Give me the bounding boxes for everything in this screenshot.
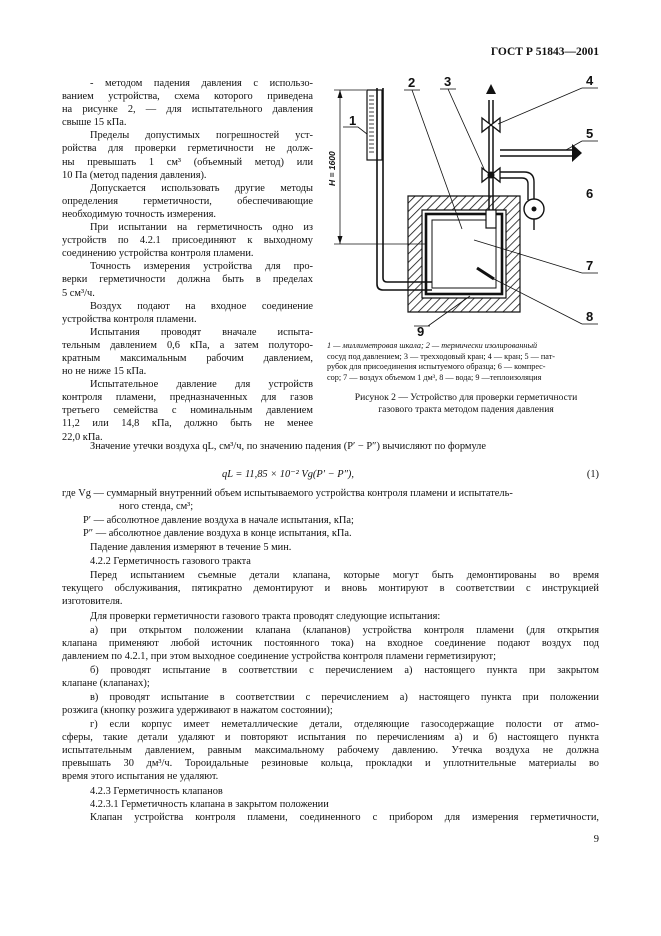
item-c xyxy=(62,691,599,717)
where-vg: где Vg — суммарный внутренний объем испытываемого устройства контроля пламени и испытатель- xyxy=(62,488,513,499)
section-4-2-2: 4.2.2 Герметичность газового тракта xyxy=(90,556,251,567)
section-4-2-3-1: 4.2.3.1 Герметичность клапана в закрытом положении xyxy=(90,799,329,810)
valve-4 xyxy=(482,118,500,132)
legend-line: сор; 7 — воздух объемом 1 дм³, 8 — вода; 9 —теплоизоляция xyxy=(327,372,542,382)
water-level xyxy=(477,268,494,279)
legend-line: сосуд под давлением; 3 — трехходовый кран; 4 — кран; 5 — пат- xyxy=(327,351,556,361)
text-line: в) проводят испытание в соответствии с перечислением а) настоящего пункта при положении xyxy=(90,692,599,703)
left-column xyxy=(62,77,313,444)
vessel-interior xyxy=(432,220,496,288)
item-a xyxy=(62,624,599,663)
text-line: текущего обслуживания, пятикратно демонтируют и вновь монтируют в соответствии с инструкцией xyxy=(62,583,599,595)
text-line: ванием устройства, схема которого приведена xyxy=(62,91,313,103)
document-header: ГОСТ Р 51843—2001 xyxy=(490,46,599,58)
text-line: изготовителя. xyxy=(62,596,123,608)
text-line: 10 Па (метод падения давления). xyxy=(62,169,207,181)
text-line: устройства контроля пламени. xyxy=(62,313,197,325)
formula-number: (1) xyxy=(586,469,599,480)
paragraph-last xyxy=(90,811,599,824)
where-vg-cont: ного стенда, см³; xyxy=(119,501,194,512)
height-label: H = 1600 xyxy=(327,151,337,186)
text-line: свыше 15 кПа. xyxy=(62,117,127,129)
text-line: клапана применяют любой источник постоянного тока) на входное соединение подают воздух под xyxy=(62,638,599,650)
millimeter-scale xyxy=(367,90,382,160)
text-line: 22,0 кПа. xyxy=(62,431,103,443)
text-line: ны превышать 1 см³ (объемный метод) или xyxy=(62,156,313,168)
figure-caption xyxy=(327,392,605,416)
text-line: Воздух подают на входное соединение xyxy=(90,300,313,312)
text-line: превышать 30 дм³/ч. Тороидальные резиновые кольца, прокладки и уплотнительные материалы во xyxy=(62,758,599,770)
formula-intro: Значение утечки воздуха qL, см³/ч, по значению падения (P′ − P″) вычисляют по формуле xyxy=(90,441,486,452)
text-line: третьего семейства с номинальным давлением xyxy=(62,405,313,417)
label-5: 5 xyxy=(586,126,594,141)
text-line: соединению устройства контроля пламени. xyxy=(62,248,254,260)
text-line: контроля пламени, предназначенных для газов xyxy=(62,392,313,404)
text-line: Испытания проводят вначале испыта- xyxy=(90,326,313,338)
legend-line: 1 — миллиметровая шкала; 2 — термически изолированный xyxy=(327,341,538,350)
text-line: ройства для проверки герметичности не долж- xyxy=(62,143,313,155)
text-line: время этого испытания не удаляют. xyxy=(62,771,219,783)
section-4-2-3: 4.2.3 Герметичность клапанов xyxy=(90,786,223,797)
label-6: 6 xyxy=(586,186,594,201)
text-line: давлением по 4.2.1, при этом выходное соединение устройства контроля пламени герметизируют; xyxy=(62,651,496,663)
text-line: испытательным давлением, равным максимальному рабочему давлению. Утечка воздуха не должна xyxy=(62,745,599,757)
text-line: на рисунке 2, — для испытательного давления xyxy=(62,104,313,116)
formula: qL = 11,85 × 10⁻² Vg(P′ − P″), xyxy=(222,469,354,480)
label-4: 4 xyxy=(586,73,594,88)
legend-line: рубок для присоединения испытуемого образца; 6 — компрес- xyxy=(327,362,546,372)
text-line: При испытании на герметичность одно из xyxy=(90,222,313,234)
label-3: 3 xyxy=(444,74,452,89)
where-p2: P″ — абсолютное давление воздуха в конце испытания, кПа. xyxy=(83,528,352,539)
text-line: Испытательное давление для устройств xyxy=(90,379,313,391)
where-p1: P′ — абсолютное давление воздуха в начале испытания, кПа; xyxy=(83,515,354,526)
text-line: необходимую точность измерения. xyxy=(62,208,217,220)
caption-line: газового тракта методом падения давления xyxy=(378,404,554,415)
outlet-arrow xyxy=(486,84,496,94)
label-7: 7 xyxy=(586,258,594,273)
paragraph-tests: Для проверки герметичности газового тракта проводят следующие испытания: xyxy=(90,611,441,622)
text-line: розжига (кнопку розжига удерживают в нажатом состоянии); xyxy=(62,705,333,717)
pressure-drop-note: Падение давления измеряют в течение 5 мин. xyxy=(90,542,292,553)
label-9: 9 xyxy=(417,324,425,338)
text-line: Пределы допустимых погрешностей уст- xyxy=(90,130,313,142)
text-line: устройств по 4.2.1 присоединяют к выходному xyxy=(62,235,313,247)
text-line: сферы, такие детали удаляют и повторяют испытания по перечислениям а) и б) настоящего пункта xyxy=(62,732,599,744)
label-1: 1 xyxy=(349,113,357,128)
item-d xyxy=(62,718,599,783)
text-line: Точность измерения устройства для про- xyxy=(90,261,313,273)
text-line: кратным максимальным рабочим давлением, xyxy=(62,352,313,364)
manometer-tube xyxy=(377,88,432,290)
label-2: 2 xyxy=(408,75,416,90)
figure-2-diagram xyxy=(320,70,610,338)
label-8: 8 xyxy=(586,309,594,324)
text-line: г) если корпус имеет неметаллические детали, отделяющие газосодержащие полости от атмо- xyxy=(90,719,599,730)
text-line: клапане (клапанах); xyxy=(62,678,150,690)
text-line: Клапан устройства контроля пламени, соединенного с прибором для измерения герметичности, xyxy=(90,812,599,823)
text-line: Перед испытанием съемные детали клапана, которые могут быть демонтированы во время xyxy=(90,570,599,581)
text-line: 5 см³/ч. xyxy=(62,287,95,299)
text-line: б) проводят испытание в соответствии с перечислением а) настоящего пункта при закрытом xyxy=(90,665,599,676)
text-line: верки герметичности должна быть в пределах xyxy=(62,274,313,286)
page-number: 9 xyxy=(593,834,599,845)
text-line: 11,2 или 14,8 кПа, должно быть не менее xyxy=(62,418,313,430)
text-line: а) при открытом положении клапана (клапанов) устройства контроля пламени (для открытия xyxy=(90,625,599,636)
text-line: - методом падения давления с использо- xyxy=(90,78,313,89)
figure-legend xyxy=(327,341,599,383)
caption-line: Рисунок 2 — Устройство для проверки герметичности xyxy=(354,392,578,403)
paragraph-dismantle xyxy=(62,569,599,608)
text-line: тельным давлением 0,6 кПа, а затем полуторо- xyxy=(62,339,313,351)
connection-pipe-5 xyxy=(500,150,572,156)
text-line: но не ниже 15 кПа. xyxy=(62,366,147,378)
text-line: Допускается использовать другие методы xyxy=(90,182,313,194)
item-b xyxy=(62,664,599,690)
text-line: определения герметичности, обеспечивающие xyxy=(62,195,313,207)
